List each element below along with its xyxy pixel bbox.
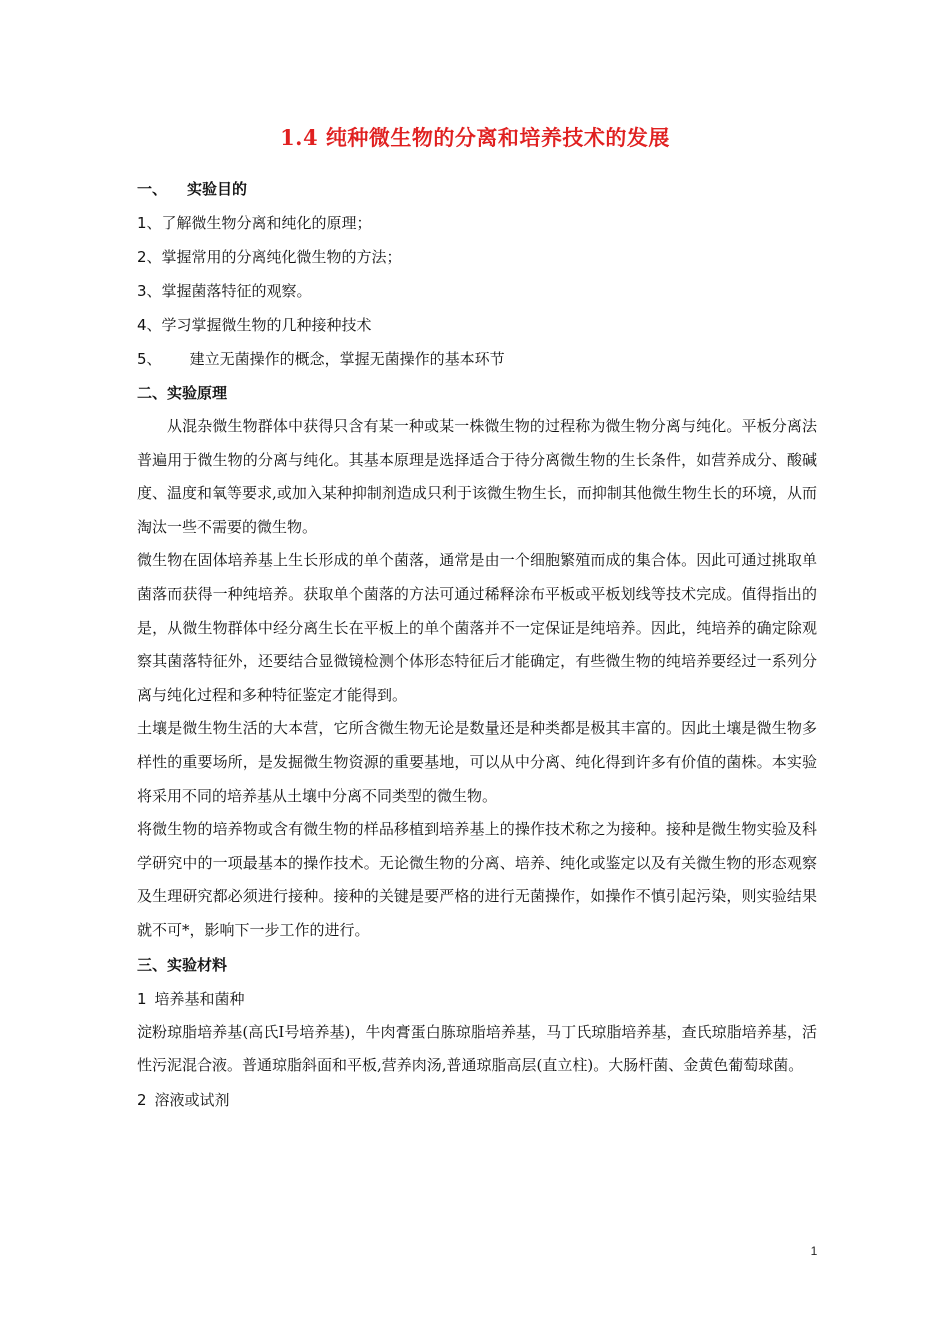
- list-item: 4、学习掌握微生物的几种接种技术: [137, 316, 372, 334]
- section-heading-objectives: [137, 172, 817, 206]
- document-title: 1.4 纯种微生物的分离和培养技术的发展: [280, 125, 670, 150]
- section-heading-principle: 二、实验原理: [137, 384, 228, 402]
- list-item: 3、掌握菌落特征的观察。: [137, 282, 312, 300]
- section-label: 实验目的: [187, 180, 248, 198]
- list-item: 1、了解微生物分离和纯化的原理；: [137, 214, 372, 232]
- section-number: 一、: [137, 180, 168, 198]
- list-item: 5、 建立无菌操作的概念，掌握无菌操作的基本环节: [137, 350, 505, 368]
- paragraph: 从混杂微生物群体中获得只含有某一种或某一株微生物的过程称为微生物分离与纯化。平板分离法普遍用于微生物的分离与纯化。其基本原理是选择适合于待分离微生物的生长条件，如营养成分、酸碱度、温度和氧等要求,或加入某种抑制剂造成只利于该微生物生长，而抑制其他微生物生长的环境，从而淘汰一些不需要的微生物。: [137, 417, 817, 536]
- paragraph: 土壤是微生物生活的大本营，它所含微生物无论是数量还是种类都是极其丰富的。因此土壤是微生物多样性的重要场所，是发掘微生物资源的重要基地，可以从中分离、纯化得到许多有价值的菌株。本实验将采用不同的培养基从土壤中分离不同类型的微生物。: [137, 719, 817, 805]
- paragraph: 将微生物的培养物或含有微生物的样品移植到培养基上的操作技术称之为接种。接种是微生物实验及科学研究中的一项最基本的操作技术。无论微生物的分离、培养、纯化或鉴定以及有关微生物的形态观察及生理研究都必须进行接种。接种的关键是要严格的进行无菌操作，如操作不慎引起污染，则实验结果就不可*，影响下一步工作的进行。: [137, 820, 817, 939]
- document-body: [137, 172, 817, 1117]
- paragraph: 微生物在固体培养基上生长形成的单个菌落，通常是由一个细胞繁殖而成的集合体。因此可通过挑取单菌落而获得一种纯培养。获取单个菌落的方法可通过稀释涂布平板或平板划线等技术完成。值得指出的是，从微生物群体中经分离生长在平板上的单个菌落并不一定保证是纯培养。因此，纯培养的确定除观察其菌落特征外，还要结合显微镜检测个体形态特征后才能确定，有些微生物的纯培养要经过一系列分离与纯化过程和多种特征鉴定才能得到。: [137, 551, 817, 704]
- paragraph: 淀粉琼脂培养基(高氏Ⅰ号培养基)，牛肉膏蛋白胨琼脂培养基，马丁氏琼脂培养基，查氏琼脂培养基，活性污泥混合液。普通琼脂斜面和平板,营养肉汤,普通琼脂高层(直立柱)。大肠杆菌、金黄色葡萄球菌。: [137, 1022, 817, 1075]
- page-number: 1: [810, 1244, 818, 1258]
- subsection-heading: 2 溶液或试剂: [137, 1090, 230, 1109]
- subsection-heading: 1 培养基和菌种: [137, 989, 245, 1008]
- section-heading-materials: 三、实验材料: [137, 955, 228, 974]
- list-item: 2、掌握常用的分离纯化微生物的方法；: [137, 248, 402, 266]
